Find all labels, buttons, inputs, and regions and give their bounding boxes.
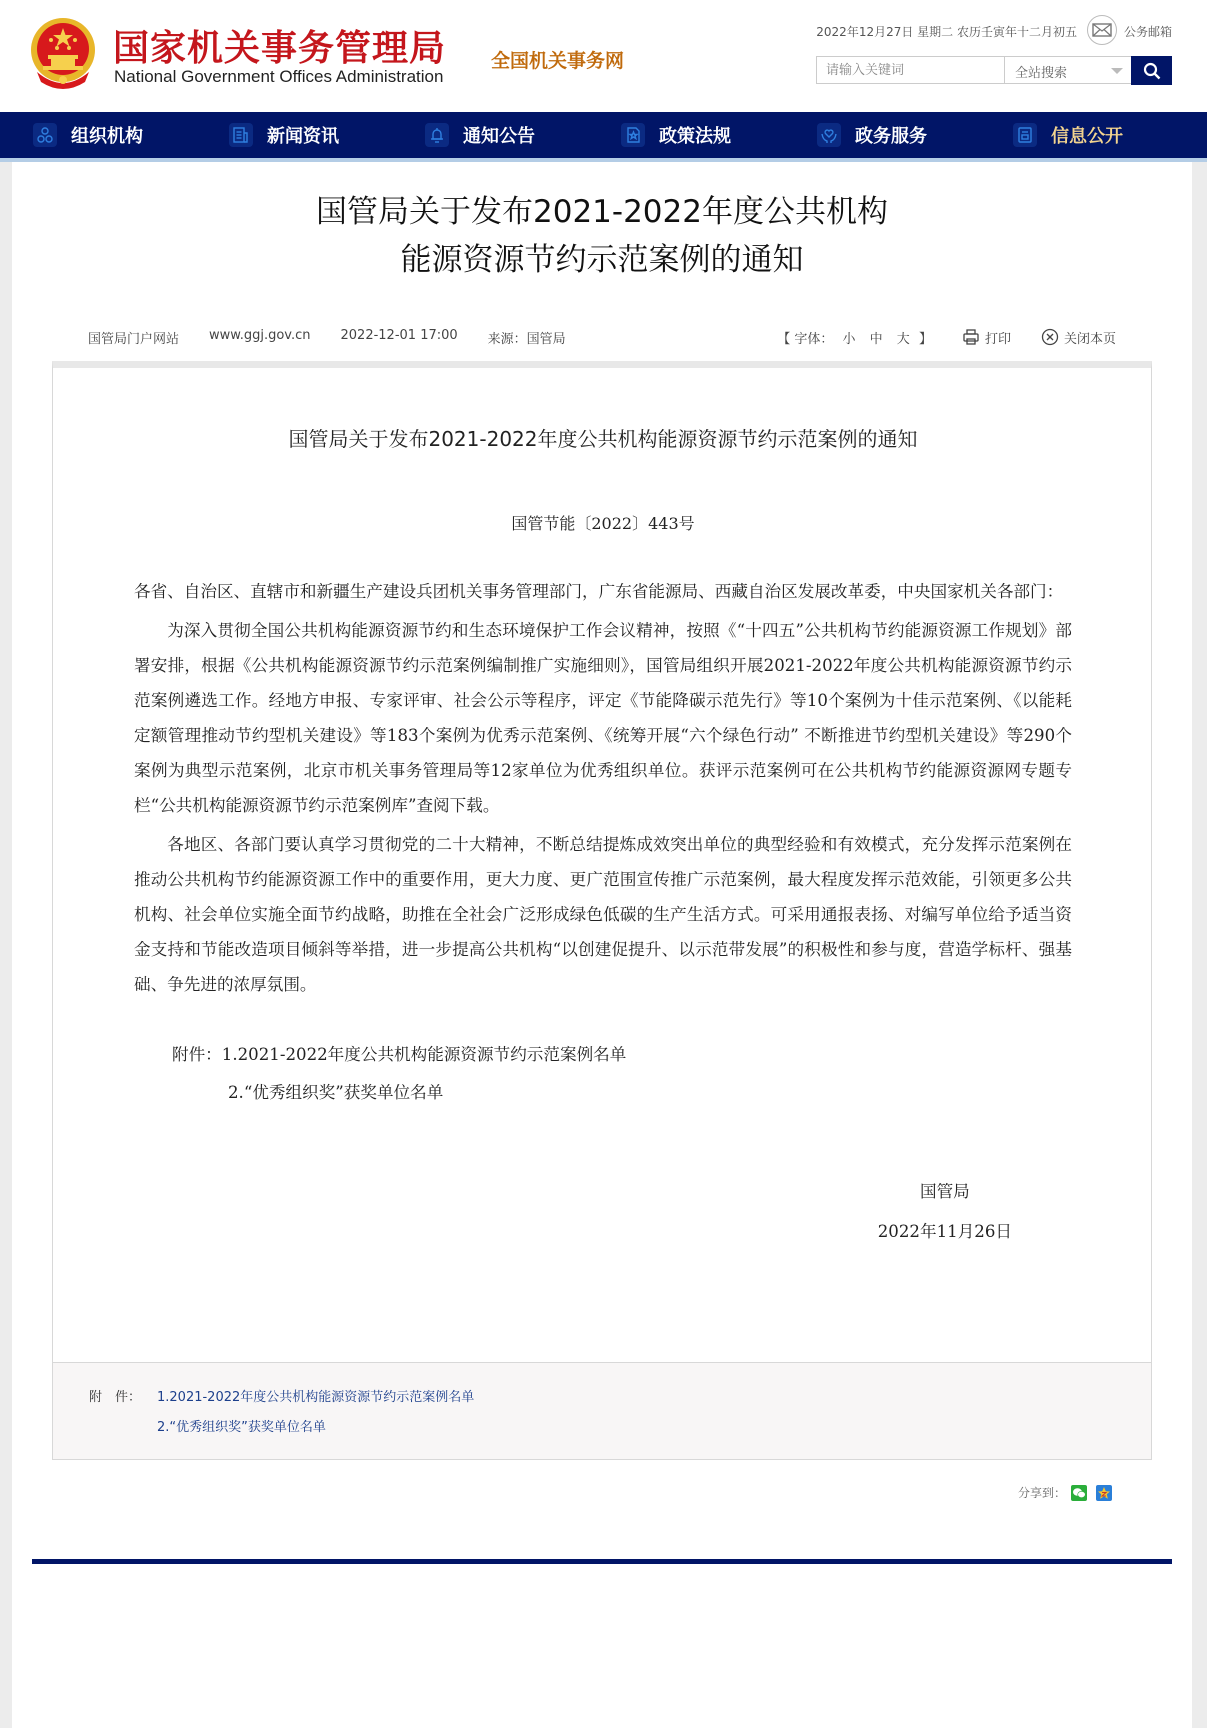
paragraph: 各地区、各部门要认真学习贯彻党的二十大精神，不断总结提炼成效突出单位的典型经验和有效模式，充分发挥示范案例在推动公共机构节约能源资源工作中的重要作用，更大力度、更广范围宣传推广示范案例，最大程度发挥示范效能，引领更多公共机构、社会单位实施全面节约战略，助推在全社会广泛形成绿色低碳的生产生活方式。可采用通报表扬、对编写单位给予适当资金支持和节能改造项目倾斜等举措，进一步提高公共机构“以创建促提升、以示范带发展”的积极性和参与度，营造学标杆、强基础、争先进的浓厚氛围。 xyxy=(134,835,1072,994)
signature-block xyxy=(134,1172,1072,1252)
nav-item-policy[interactable] xyxy=(621,112,731,158)
meta-site: 国管局门户网站 xyxy=(88,331,180,347)
nav-item-org[interactable] xyxy=(33,112,143,158)
inline-attachment-label: 附件： xyxy=(172,1045,222,1064)
nav-item-news[interactable] xyxy=(229,112,339,158)
document-title: 国管局关于发布2021-2022年度公共机构能源资源节约示范案例的通知 xyxy=(288,427,918,451)
brand-network-link[interactable]: 全国机关事务网 xyxy=(491,50,625,72)
content-panel xyxy=(12,162,1192,1728)
paragraph-addressee: 各省、自治区、直辖市和新疆生产建设兵团机关事务管理部门，广东省能源局、西藏自治区发展改革委，中央国家机关各部门： xyxy=(134,582,1064,601)
policy-doc-icon xyxy=(621,123,645,147)
article-meta xyxy=(52,326,1152,348)
chevron-down-icon xyxy=(1111,68,1123,74)
attachment-link[interactable]: 2.“优秀组织奖”获奖单位名单 xyxy=(157,1420,326,1435)
close-icon xyxy=(1041,328,1059,346)
info-icon xyxy=(1013,123,1037,147)
print-icon xyxy=(962,328,980,346)
article-body xyxy=(52,361,1152,1363)
signature-org: 国管局 xyxy=(919,1182,970,1201)
close-page-button[interactable] xyxy=(1041,328,1116,347)
nav-item-notice[interactable] xyxy=(425,112,535,158)
meta-url: www.ggj.gov.cn xyxy=(209,327,311,343)
site-header xyxy=(0,0,1207,112)
meta-datetime: 2022-12-01 17:00 xyxy=(340,327,458,343)
document-number: 国管节能〔2022〕443号 xyxy=(511,514,695,533)
print-button[interactable] xyxy=(962,328,1011,347)
nav-item-info-disclosure[interactable] xyxy=(1013,112,1123,158)
national-emblem-icon xyxy=(29,16,97,90)
org-icon xyxy=(33,123,57,147)
search-icon xyxy=(1143,62,1161,80)
nav-label: 政策法规 xyxy=(659,126,731,147)
current-date: 2022年12月27日 星期二 农历壬寅年十二月初五 xyxy=(816,25,1077,39)
nav-label: 信息公开 xyxy=(1051,126,1123,147)
font-size-label: 【 字体： xyxy=(777,331,834,347)
page-title-line2: 能源资源节约示范案例的通知 xyxy=(400,242,804,278)
font-size-label-close: 】 xyxy=(918,331,932,347)
attachments-label: 附 件： xyxy=(89,1390,142,1405)
search-button[interactable] xyxy=(1131,56,1172,85)
footer-divider xyxy=(32,1559,1172,1564)
share-label: 分享到： xyxy=(1017,1486,1066,1500)
font-small-button[interactable]: 小 xyxy=(842,331,856,347)
bell-icon xyxy=(425,123,449,147)
heart-hands-icon xyxy=(817,123,841,147)
nav-label: 通知公告 xyxy=(463,126,535,147)
brand-title: 国家机关事务管理局 xyxy=(113,27,447,69)
close-page-label: 关闭本页 xyxy=(1063,331,1116,347)
nav-label: 新闻资讯 xyxy=(267,126,339,147)
share-bar xyxy=(52,1484,1152,1501)
nav-label: 组织机构 xyxy=(71,126,143,147)
signature-date: 2022年11月26日 xyxy=(877,1222,1012,1241)
nav-label: 政务服务 xyxy=(855,126,927,147)
qzone-icon[interactable] xyxy=(1096,1485,1112,1501)
news-icon xyxy=(229,123,253,147)
wechat-icon[interactable] xyxy=(1071,1485,1087,1501)
font-large-button[interactable]: 大 xyxy=(896,331,910,347)
mail-icon[interactable] xyxy=(1087,15,1117,45)
inline-attachment-2: 2.“优秀组织奖”获奖单位名单 xyxy=(228,1083,444,1102)
print-label: 打印 xyxy=(984,331,1011,347)
nav-item-services[interactable] xyxy=(817,112,927,158)
attachment-link[interactable]: 1.2021-2022年度公共机构能源资源节约示范案例名单 xyxy=(157,1390,475,1405)
font-medium-button[interactable]: 中 xyxy=(869,331,883,347)
page-title-line1: 国管局关于发布2021-2022年度公共机构 xyxy=(316,194,888,230)
document-text xyxy=(134,574,1072,1002)
search-input[interactable] xyxy=(816,56,1006,84)
inline-attachments xyxy=(134,1036,1072,1112)
font-size-control xyxy=(777,328,932,347)
main-nav xyxy=(0,112,1207,162)
search-scope-value: 全站搜索 xyxy=(1015,66,1068,81)
paragraph: 为深入贯彻全国公共机构能源资源节约和生态环境保护工作会议精神，按照《“十四五”公共机构节约能源资源工作规划》部署安排，根据《公共机构能源资源节约示范案例编制推广实施细则》，国管局组织开展2021-2022年度公共机构能源资源节约示范案例遴选工作。经地方申报、专家评审、社会公示等程序，评定《节能降碳示范先行》等10个案例为十佳示范案例、《以能耗定额管理推动节约型机关建设》等183个案例为优秀示范案例、《统筹开展“六个绿色行动” 不断推进节约型机关建设》等290个案例为典型示范案例，北京市机关事务管理局等12家单位为优秀组织单位。获评示范案例可在公共机构节约能源资源网专题专栏“公共机构能源资源节约示范案例库”查阅下载。 xyxy=(134,621,1072,815)
search-scope-select[interactable] xyxy=(1004,56,1132,84)
meta-source: 来源：国管局 xyxy=(487,331,566,347)
brand-subtitle-en: National Government Offices Administration xyxy=(114,67,444,86)
mail-link[interactable]: 公务邮箱 xyxy=(1124,25,1173,39)
attachments-section xyxy=(52,1363,1152,1460)
inline-attachment-1: 1.2021-2022年度公共机构能源资源节约示范案例名单 xyxy=(221,1045,627,1064)
